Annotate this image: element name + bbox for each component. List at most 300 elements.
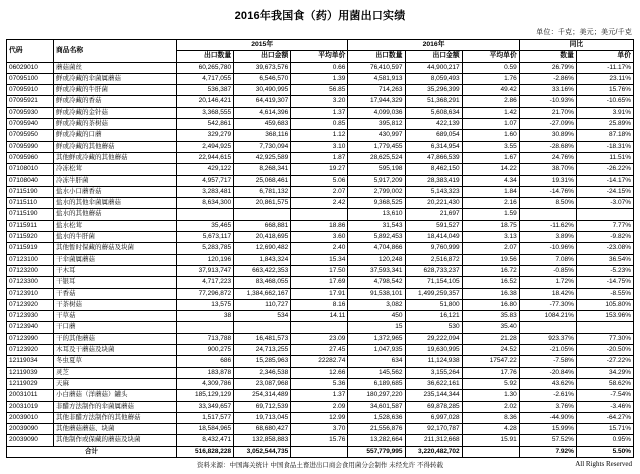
cell-code: 07095950 bbox=[7, 130, 54, 141]
cell-price-2016: 2.02 bbox=[462, 401, 519, 412]
header-amount-2016: 出口金额 bbox=[405, 51, 462, 62]
cell-qty-2015: 37,913,747 bbox=[177, 265, 234, 276]
cell-product-name: 其他鲜或冷藏的其他蘑菇 bbox=[54, 152, 177, 163]
cell-qty-2016: 3,082 bbox=[348, 299, 405, 310]
cell-code: 07123200 bbox=[7, 265, 54, 276]
table-body bbox=[7, 62, 634, 457]
cell-code: 20031019 bbox=[7, 401, 54, 412]
cell-price-2016: 3.55 bbox=[462, 141, 519, 152]
cell-amount-2016: 16,121 bbox=[405, 311, 462, 322]
table-row bbox=[7, 186, 634, 197]
cell-amount-2015 bbox=[234, 322, 291, 333]
cell-price-2016: 1.67 bbox=[462, 152, 519, 163]
cell-yoy-price: -9.82% bbox=[576, 232, 633, 243]
cell-amount-2015: 16,481,573 bbox=[234, 333, 291, 344]
cell-price-2015 bbox=[291, 209, 348, 220]
total-yoy-price: 5.50% bbox=[576, 446, 633, 457]
cell-yoy-qty: -7.58% bbox=[519, 356, 576, 367]
cell-qty-2015: 13,575 bbox=[177, 299, 234, 310]
cell-yoy-qty: 8.50% bbox=[519, 198, 576, 209]
cell-price-2015: 1.39 bbox=[291, 73, 348, 84]
cell-yoy-price: 15.76% bbox=[576, 85, 633, 96]
cell-product-name: 其他蘑菇蘑菇、块菌 bbox=[54, 424, 177, 435]
cell-qty-2016: 1,528,636 bbox=[348, 412, 405, 423]
cell-yoy-qty: 19.31% bbox=[519, 175, 576, 186]
cell-qty-2015: 77,296,872 bbox=[177, 288, 234, 299]
cell-price-2016: 1.42 bbox=[462, 107, 519, 118]
cell-yoy-price: 34.29% bbox=[576, 367, 633, 378]
cell-price-2016: 16.80 bbox=[462, 299, 519, 310]
header-year-2016: 2016年 bbox=[348, 40, 519, 51]
cell-qty-2015: 329,279 bbox=[177, 130, 234, 141]
header-product-name: 商品名称 bbox=[54, 40, 177, 63]
cell-qty-2015: 35,465 bbox=[177, 220, 234, 231]
cell-qty-2015: 22,944,615 bbox=[177, 152, 234, 163]
cell-price-2016: 0.59 bbox=[462, 62, 519, 73]
cell-qty-2016: 91,538,101 bbox=[348, 288, 405, 299]
table-row bbox=[7, 265, 634, 276]
cell-amount-2016: 5,608,634 bbox=[405, 107, 462, 118]
cell-yoy-price: -5.23% bbox=[576, 265, 633, 276]
cell-amount-2015: 19,713,045 bbox=[234, 412, 291, 423]
cell-yoy-qty: -77.30% bbox=[519, 299, 576, 310]
cell-yoy-price: 11.51% bbox=[576, 152, 633, 163]
table-row bbox=[7, 390, 634, 401]
cell-product-name: 盐水小口蘑香菇 bbox=[54, 186, 177, 197]
cell-amount-2015: 4,614,396 bbox=[234, 107, 291, 118]
cell-qty-2016: 17,944,329 bbox=[348, 96, 405, 107]
cell-price-2015: 18.86 bbox=[291, 220, 348, 231]
cell-amount-2016: 1,499,259,357 bbox=[405, 288, 462, 299]
cell-yoy-price: -27.22% bbox=[576, 356, 633, 367]
table-row bbox=[7, 322, 634, 333]
cell-yoy-qty: 18.42% bbox=[519, 288, 576, 299]
cell-product-name: 小白蘑菇（洋蘑菇）罐头 bbox=[54, 390, 177, 401]
cell-product-name: 干木耳 bbox=[54, 265, 177, 276]
cell-price-2015: 3.10 bbox=[291, 141, 348, 152]
table-row bbox=[7, 367, 634, 378]
cell-amount-2016: 44,900,217 bbox=[405, 62, 462, 73]
cell-price-2015: 0.66 bbox=[291, 62, 348, 73]
table-row bbox=[7, 119, 634, 130]
cell-price-2016: 18.75 bbox=[462, 220, 519, 231]
cell-yoy-qty: -2.86% bbox=[519, 73, 576, 84]
cell-yoy-price: 7.77% bbox=[576, 220, 633, 231]
cell-price-2015: 17.69 bbox=[291, 277, 348, 288]
cell-price-2016: 3.13 bbox=[462, 232, 519, 243]
cell-yoy-price: -23.08% bbox=[576, 243, 633, 254]
total-qty-2015: 516,828,228 bbox=[177, 446, 234, 457]
cell-yoy-qty: 24.76% bbox=[519, 152, 576, 163]
table-row bbox=[7, 412, 634, 423]
footer-rights: All Rights Reserved bbox=[575, 459, 632, 468]
header-qty-2015: 出口数量 bbox=[177, 51, 234, 62]
cell-yoy-qty: -28.68% bbox=[519, 141, 576, 152]
cell-price-2015: 23.09 bbox=[291, 333, 348, 344]
cell-code: 12119034 bbox=[7, 356, 54, 367]
cell-qty-2015: 536,387 bbox=[177, 85, 234, 96]
cell-product-name: 干香菇 bbox=[54, 288, 177, 299]
cell-price-2015: 3.20 bbox=[291, 96, 348, 107]
cell-price-2016: 2.07 bbox=[462, 243, 519, 254]
cell-yoy-price: -3.46% bbox=[576, 401, 633, 412]
cell-price-2016: 14.22 bbox=[462, 164, 519, 175]
cell-code: 20031011 bbox=[7, 390, 54, 401]
cell-price-2015: 15.76 bbox=[291, 435, 348, 446]
cell-price-2015: 22282.74 bbox=[291, 356, 348, 367]
cell-amount-2015: 25,068,461 bbox=[234, 175, 291, 186]
cell-qty-2016: 21,556,876 bbox=[348, 424, 405, 435]
cell-yoy-price: -14.75% bbox=[576, 277, 633, 288]
cell-amount-2016: 211,312,668 bbox=[405, 435, 462, 446]
cell-yoy-price: 36.54% bbox=[576, 254, 633, 265]
cell-code: 07123930 bbox=[7, 311, 54, 322]
cell-price-2016: 1.76 bbox=[462, 73, 519, 84]
cell-amount-2016: 29,222,094 bbox=[405, 333, 462, 344]
cell-product-name: 其他制作或保藏的蘑菇及块菌 bbox=[54, 435, 177, 446]
cell-code: 07095960 bbox=[7, 152, 54, 163]
header-yoy: 同比 bbox=[519, 40, 633, 51]
cell-price-2016: 35.40 bbox=[462, 322, 519, 333]
cell-amount-2016: 18,414,049 bbox=[405, 232, 462, 243]
header-qty-2016: 出口数量 bbox=[348, 51, 405, 62]
table-row bbox=[7, 254, 634, 265]
cell-code: 07115110 bbox=[7, 198, 54, 209]
cell-price-2016: 1.30 bbox=[462, 390, 519, 401]
cell-price-2016: 5.92 bbox=[462, 378, 519, 389]
cell-qty-2015: 185,129,129 bbox=[177, 390, 234, 401]
cell-product-name: 盐水的牛肝菌 bbox=[54, 232, 177, 243]
cell-yoy-price: -14.17% bbox=[576, 175, 633, 186]
cell-price-2016: 19.56 bbox=[462, 254, 519, 265]
table-row bbox=[7, 107, 634, 118]
cell-price-2015: 5.36 bbox=[291, 378, 348, 389]
cell-qty-2015: 4,957,717 bbox=[177, 175, 234, 186]
total-qty-2016: 557,779,995 bbox=[348, 446, 405, 457]
cell-amount-2016: 21,697 bbox=[405, 209, 462, 220]
cell-price-2016: 16.38 bbox=[462, 288, 519, 299]
cell-price-2015: 12.66 bbox=[291, 367, 348, 378]
cell-qty-2016: 145,562 bbox=[348, 367, 405, 378]
cell-price-2015: 56.85 bbox=[291, 85, 348, 96]
cell-yoy-qty: 3.76% bbox=[519, 401, 576, 412]
cell-price-2016: 49.42 bbox=[462, 85, 519, 96]
cell-yoy-price: 0.95% bbox=[576, 435, 633, 446]
cell-qty-2015: 713,788 bbox=[177, 333, 234, 344]
cell-qty-2016: 37,593,341 bbox=[348, 265, 405, 276]
cell-code: 07123920 bbox=[7, 345, 54, 356]
cell-qty-2016: 31,543 bbox=[348, 220, 405, 231]
cell-qty-2016: 4,099,036 bbox=[348, 107, 405, 118]
cell-yoy-price: 3.91% bbox=[576, 107, 633, 118]
total-price-2016 bbox=[462, 446, 519, 457]
cell-yoy-price: 87.18% bbox=[576, 130, 633, 141]
cell-amount-2015: 39,673,576 bbox=[234, 62, 291, 73]
cell-product-name: 干伞菌属蘑菇 bbox=[54, 254, 177, 265]
cell-code: 12119039 bbox=[7, 367, 54, 378]
cell-amount-2016: 6,314,954 bbox=[405, 141, 462, 152]
cell-code: 07095910 bbox=[7, 85, 54, 96]
cell-code: 20039090 bbox=[7, 424, 54, 435]
total-amount-2016: 3,220,482,702 bbox=[405, 446, 462, 457]
table-row bbox=[7, 96, 634, 107]
cell-price-2015: 12.99 bbox=[291, 412, 348, 423]
cell-yoy-qty: -44.90% bbox=[519, 412, 576, 423]
table-row bbox=[7, 62, 634, 73]
cell-amount-2016: 47,866,539 bbox=[405, 152, 462, 163]
cell-price-2015: 3.60 bbox=[291, 232, 348, 243]
cell-yoy-qty bbox=[519, 322, 576, 333]
cell-yoy-qty: 1.72% bbox=[519, 277, 576, 288]
cell-amount-2015: 663,422,353 bbox=[234, 265, 291, 276]
cell-yoy-price bbox=[576, 322, 633, 333]
cell-yoy-qty: -20.84% bbox=[519, 367, 576, 378]
cell-amount-2015: 110,727 bbox=[234, 299, 291, 310]
cell-product-name: 鲜或冷藏的茶树菇 bbox=[54, 119, 177, 130]
cell-code: 07108010 bbox=[7, 164, 54, 175]
cell-amount-2016: 35,296,399 bbox=[405, 85, 462, 96]
cell-qty-2016: 9,368,525 bbox=[348, 198, 405, 209]
cell-qty-2015 bbox=[177, 322, 234, 333]
cell-code: 07123940 bbox=[7, 322, 54, 333]
cell-price-2015: 5.06 bbox=[291, 175, 348, 186]
cell-qty-2016: 714,263 bbox=[348, 85, 405, 96]
total-label: 合计 bbox=[7, 446, 177, 457]
cell-product-name: 冷冻牛肝菌 bbox=[54, 175, 177, 186]
cell-yoy-qty: 26.79% bbox=[519, 62, 576, 73]
cell-amount-2016: 689,054 bbox=[405, 130, 462, 141]
cell-amount-2015: 20,861,575 bbox=[234, 198, 291, 209]
cell-yoy-qty: 30.89% bbox=[519, 130, 576, 141]
table-total-row bbox=[7, 446, 634, 457]
cell-amount-2016: 5,143,323 bbox=[405, 186, 462, 197]
cell-yoy-price: -10.65% bbox=[576, 96, 633, 107]
cell-qty-2015: 33,349,657 bbox=[177, 401, 234, 412]
table-row bbox=[7, 220, 634, 231]
cell-price-2015: 19.27 bbox=[291, 164, 348, 175]
cell-amount-2015: 7,730,094 bbox=[234, 141, 291, 152]
cell-amount-2016: 69,878,285 bbox=[405, 401, 462, 412]
cell-product-name: 灵芝 bbox=[54, 367, 177, 378]
cell-yoy-qty: 7.08% bbox=[519, 254, 576, 265]
cell-yoy-price bbox=[576, 209, 633, 220]
cell-qty-2015 bbox=[177, 209, 234, 220]
cell-qty-2015: 429,122 bbox=[177, 164, 234, 175]
cell-qty-2016: 1,779,455 bbox=[348, 141, 405, 152]
cell-qty-2015: 4,717,055 bbox=[177, 73, 234, 84]
cell-product-name: 木耳及干蘑菇及块菌 bbox=[54, 345, 177, 356]
cell-qty-2016: 2,799,002 bbox=[348, 186, 405, 197]
total-price-2015 bbox=[291, 446, 348, 457]
cell-price-2015: 1.12 bbox=[291, 130, 348, 141]
cell-code: 07123990 bbox=[7, 333, 54, 344]
cell-yoy-price: -64.27% bbox=[576, 412, 633, 423]
cell-amount-2015 bbox=[234, 209, 291, 220]
cell-qty-2016: 34,601,587 bbox=[348, 401, 405, 412]
cell-yoy-price: -20.50% bbox=[576, 345, 633, 356]
cell-code: 07095930 bbox=[7, 107, 54, 118]
cell-yoy-qty: 3.89% bbox=[519, 232, 576, 243]
cell-qty-2015: 4,309,786 bbox=[177, 378, 234, 389]
cell-product-name: 鲜或冷藏的其他蘑菇 bbox=[54, 141, 177, 152]
table-row bbox=[7, 198, 634, 209]
cell-yoy-qty: -11.62% bbox=[519, 220, 576, 231]
cell-amount-2015: 24,713,255 bbox=[234, 345, 291, 356]
cell-price-2015: 1.37 bbox=[291, 107, 348, 118]
cell-yoy-qty: -14.76% bbox=[519, 186, 576, 197]
cell-product-name: 鲜或冷藏的金针菇 bbox=[54, 107, 177, 118]
cell-amount-2016: 20,221,430 bbox=[405, 198, 462, 209]
cell-code: 07115190 bbox=[7, 186, 54, 197]
header-price-2015: 平均单价 bbox=[291, 51, 348, 62]
cell-product-name: 鲜或冷藏的口蘑 bbox=[54, 130, 177, 141]
cell-product-name: 天麻 bbox=[54, 378, 177, 389]
cell-product-name: 干草菇 bbox=[54, 311, 177, 322]
table-row bbox=[7, 209, 634, 220]
cell-qty-2016: 430,997 bbox=[348, 130, 405, 141]
cell-qty-2016: 395,812 bbox=[348, 119, 405, 130]
cell-qty-2015: 8,634,300 bbox=[177, 198, 234, 209]
cell-qty-2016: 1,372,965 bbox=[348, 333, 405, 344]
cell-amount-2015: 368,116 bbox=[234, 130, 291, 141]
cell-amount-2015: 459,683 bbox=[234, 119, 291, 130]
cell-qty-2015: 3,283,481 bbox=[177, 186, 234, 197]
cell-qty-2016: 28,625,524 bbox=[348, 152, 405, 163]
cell-amount-2015: 30,490,995 bbox=[234, 85, 291, 96]
cell-qty-2015: 542,861 bbox=[177, 119, 234, 130]
cell-qty-2016: 6,189,685 bbox=[348, 378, 405, 389]
footer-source: 资料来源：中国海关统计 中国食品土畜进出口商会食用菌分会制作 未经允许 不得转载 bbox=[197, 461, 443, 469]
cell-yoy-price: 23.11% bbox=[576, 73, 633, 84]
cell-qty-2015: 686 bbox=[177, 356, 234, 367]
header-year-2015: 2015年 bbox=[177, 40, 348, 51]
cell-yoy-qty: 33.16% bbox=[519, 85, 576, 96]
cell-yoy-qty bbox=[519, 209, 576, 220]
cell-yoy-price: 25.89% bbox=[576, 119, 633, 130]
cell-qty-2015: 1,517,577 bbox=[177, 412, 234, 423]
cell-price-2015: 27.45 bbox=[291, 345, 348, 356]
cell-yoy-price: -11.17% bbox=[576, 62, 633, 73]
cell-qty-2016: 13,282,664 bbox=[348, 435, 405, 446]
cell-code: 07095990 bbox=[7, 141, 54, 152]
cell-price-2015: 1.37 bbox=[291, 390, 348, 401]
cell-amount-2016: 8,059,493 bbox=[405, 73, 462, 84]
cell-yoy-qty: 21.70% bbox=[519, 107, 576, 118]
cell-yoy-price: 58.62% bbox=[576, 378, 633, 389]
cell-qty-2015: 120,196 bbox=[177, 254, 234, 265]
cell-amount-2015: 15,285,963 bbox=[234, 356, 291, 367]
cell-price-2015 bbox=[291, 322, 348, 333]
cell-price-2015: 2.09 bbox=[291, 401, 348, 412]
cell-amount-2016: 11,124,938 bbox=[405, 356, 462, 367]
cell-amount-2015: 132,858,883 bbox=[234, 435, 291, 446]
cell-yoy-price: -26.22% bbox=[576, 164, 633, 175]
cell-yoy-qty: -21.05% bbox=[519, 345, 576, 356]
cell-code: 07115920 bbox=[7, 232, 54, 243]
cell-amount-2015: 534 bbox=[234, 311, 291, 322]
export-data-table bbox=[6, 39, 634, 458]
cell-yoy-price: 153.96% bbox=[576, 311, 633, 322]
cell-yoy-price: -8.55% bbox=[576, 288, 633, 299]
cell-qty-2015: 60,265,780 bbox=[177, 62, 234, 73]
cell-product-name: 盐水的其他蘑菇 bbox=[54, 209, 177, 220]
cell-code: 07123100 bbox=[7, 254, 54, 265]
cell-price-2015: 2.42 bbox=[291, 198, 348, 209]
table-row bbox=[7, 378, 634, 389]
cell-qty-2016: 5,917,209 bbox=[348, 175, 405, 186]
table-row bbox=[7, 141, 634, 152]
cell-price-2016: 4.34 bbox=[462, 175, 519, 186]
cell-code: 12119029 bbox=[7, 378, 54, 389]
cell-yoy-qty: -0.85% bbox=[519, 265, 576, 276]
cell-yoy-qty: 15.99% bbox=[519, 424, 576, 435]
cell-qty-2015: 5,283,785 bbox=[177, 243, 234, 254]
cell-product-name: 冷冻松茸 bbox=[54, 164, 177, 175]
cell-amount-2015: 83,468,055 bbox=[234, 277, 291, 288]
cell-product-name: 鲜或冷藏的香菇 bbox=[54, 96, 177, 107]
cell-code: 20039090 bbox=[7, 435, 54, 446]
cell-product-name: 干的其他蘑菇 bbox=[54, 333, 177, 344]
table-row bbox=[7, 85, 634, 96]
cell-price-2016: 35.83 bbox=[462, 311, 519, 322]
cell-qty-2016: 5,892,453 bbox=[348, 232, 405, 243]
cell-qty-2015: 2,494,925 bbox=[177, 141, 234, 152]
cell-yoy-price: -24.15% bbox=[576, 186, 633, 197]
cell-amount-2015: 12,690,482 bbox=[234, 243, 291, 254]
cell-price-2016: 1.84 bbox=[462, 186, 519, 197]
cell-code: 06029010 bbox=[7, 62, 54, 73]
cell-amount-2016: 9,760,999 bbox=[405, 243, 462, 254]
cell-yoy-qty: -10.96% bbox=[519, 243, 576, 254]
cell-yoy-qty: -10.93% bbox=[519, 96, 576, 107]
cell-yoy-qty: -2.61% bbox=[519, 390, 576, 401]
cell-amount-2016: 28,383,419 bbox=[405, 175, 462, 186]
total-yoy-qty: 7.92% bbox=[519, 446, 576, 457]
cell-qty-2016: 450 bbox=[348, 311, 405, 322]
cell-amount-2015: 2,346,538 bbox=[234, 367, 291, 378]
cell-price-2016: 1.07 bbox=[462, 119, 519, 130]
cell-qty-2016: 180,297,220 bbox=[348, 390, 405, 401]
cell-product-name: 鲜或冷藏的伞菌属蘑菇 bbox=[54, 73, 177, 84]
cell-qty-2015: 18,584,965 bbox=[177, 424, 234, 435]
cell-price-2016: 17.76 bbox=[462, 367, 519, 378]
cell-qty-2015: 20,146,421 bbox=[177, 96, 234, 107]
cell-product-name: 鲜或冷藏的牛肝菌 bbox=[54, 85, 177, 96]
cell-code: 07095940 bbox=[7, 119, 54, 130]
cell-yoy-qty: 43.62% bbox=[519, 378, 576, 389]
cell-product-name: 非醋方法制作的伞菌属蘑菇 bbox=[54, 401, 177, 412]
table-row bbox=[7, 243, 634, 254]
cell-price-2015: 0.85 bbox=[291, 119, 348, 130]
table-row bbox=[7, 73, 634, 84]
cell-amount-2016: 235,144,344 bbox=[405, 390, 462, 401]
cell-yoy-price: 105.80% bbox=[576, 299, 633, 310]
cell-qty-2016: 120,248 bbox=[348, 254, 405, 265]
cell-amount-2015: 1,843,324 bbox=[234, 254, 291, 265]
cell-yoy-qty: 923.37% bbox=[519, 333, 576, 344]
cell-product-name: 盐水的其他伞菌属蘑菇 bbox=[54, 198, 177, 209]
cell-code: 07095921 bbox=[7, 96, 54, 107]
cell-amount-2015: 1,384,662,167 bbox=[234, 288, 291, 299]
cell-qty-2016: 76,410,597 bbox=[348, 62, 405, 73]
cell-yoy-price: -3.07% bbox=[576, 198, 633, 209]
cell-code: 07115911 bbox=[7, 220, 54, 231]
cell-product-name: 其他非醋方法制作的其他蘑菇 bbox=[54, 412, 177, 423]
cell-price-2015: 1.87 bbox=[291, 152, 348, 163]
cell-amount-2016: 36,622,161 bbox=[405, 378, 462, 389]
cell-qty-2016: 13,610 bbox=[348, 209, 405, 220]
cell-yoy-qty: 57.52% bbox=[519, 435, 576, 446]
